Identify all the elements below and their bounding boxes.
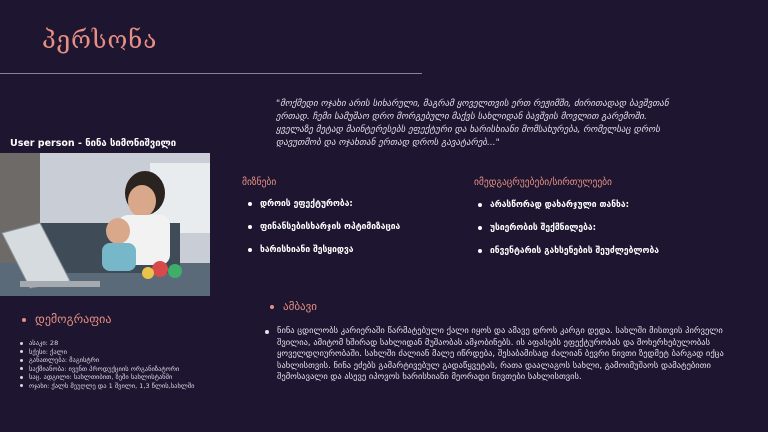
list-item: ინვენტარის გახსენების შეუძლებლობა	[478, 246, 659, 256]
persona-photo-illustration	[0, 153, 210, 296]
bullet-icon	[265, 330, 269, 334]
bullet-icon	[248, 202, 252, 206]
persona-name-label: User person - ნინა სიმონიშვილი	[10, 138, 177, 149]
persona-photo	[0, 153, 210, 296]
bullet-icon	[478, 249, 482, 253]
bullet-icon	[248, 248, 252, 252]
bullet-icon	[20, 359, 23, 362]
pain-points-list	[478, 200, 659, 269]
persona-quote: "მოქმედი ოჯახი არის სიხარული, მაგრამ ყოველთვის ერთ რეჟიმში, ძირითადად ბავშვთან ერთად. ჩემი სამუშაო დრო მორგებული მაქვს სახლიდან ბავშვის მოვლით გარემოში. ყველაზე მეტად მაინტერესებს ეფექტური და ხარისხიანი მომსახურება, რომელსაც დროს დავუთმობ და ოჯახთან ერთად დროს გავატარებ..."	[276, 99, 669, 148]
bullet-icon	[20, 376, 23, 379]
bullet-icon	[478, 203, 482, 207]
bullet-icon	[20, 342, 23, 345]
title-divider	[0, 73, 422, 74]
page-title: პერსონა	[42, 26, 158, 54]
list-item: ხარისხიანი შესყიდვა	[248, 245, 400, 255]
pain-points-heading: იმედგაცრუებები/სირთულეები	[474, 177, 612, 188]
bullet-icon	[20, 384, 23, 387]
demographics-list	[20, 339, 195, 390]
list-item: საქმიანობა: ივენთ პროდუქციის ორგანიზატორი	[20, 365, 195, 374]
list-item: უსიერობის შექმნილება:	[478, 223, 659, 233]
list-item: ფინანსებისხარჯის ოპტიმიზაცია	[248, 222, 400, 232]
list-item: დროის ეფექტურობა:	[248, 199, 400, 209]
list-item: ასაკი: 28	[20, 339, 195, 348]
bullet-icon	[20, 350, 23, 353]
bullet-icon	[478, 226, 482, 230]
demographics-heading: დემოგრაფია	[22, 312, 111, 326]
bullet-icon	[20, 367, 23, 370]
goals-heading: მიზნები	[242, 177, 277, 188]
list-item: ოჯახი: ქალს მეუღლე და 1 შვილი, 1,3 წლის,სახლში	[20, 382, 195, 391]
bullet-icon	[22, 318, 26, 322]
bullet-icon	[248, 225, 252, 229]
bullet-icon	[270, 305, 274, 309]
list-item: საც. ადგილი: სახლთიბით, ზეში სახლისტანში	[20, 373, 195, 382]
goals-list	[248, 199, 400, 268]
story-body	[265, 326, 735, 384]
list-item: სქესი: ქალი	[20, 348, 195, 357]
story-text: ნინა ცდილობს კარიერაში წარმატებული ქალი იყოს და ამავე დროს კარგი დედა. სახლში მისთვის პირველი შვილია, ამიტომ ხშირად სახლიდან მუშაობას ამჯობინებს. ის აფასებს ეფექტურობას და მოხერხებულობას ყოველდღიურობაში. სახლში ძალიან მალე იწრდება, შესაბამისად ძალიან ბევრი ნივთი ზედმეტ ბარგად იქცა სახლისთვის. ნინა ეძებს გამარტივებულ გადაწყვეტას, რათა დაალაგოს სახლი, გამოიმუშაოს დამატებითი შემოსავალი და ასევე იპოვოს ხარისხიანი მეორადი ნივთები სახლისთვის.	[277, 326, 724, 382]
list-item: არასწორად დახარჯული თანხა:	[478, 200, 659, 210]
story-heading: ამბავი	[270, 300, 317, 313]
list-item: განათლება: მაგისტრი	[20, 356, 195, 365]
